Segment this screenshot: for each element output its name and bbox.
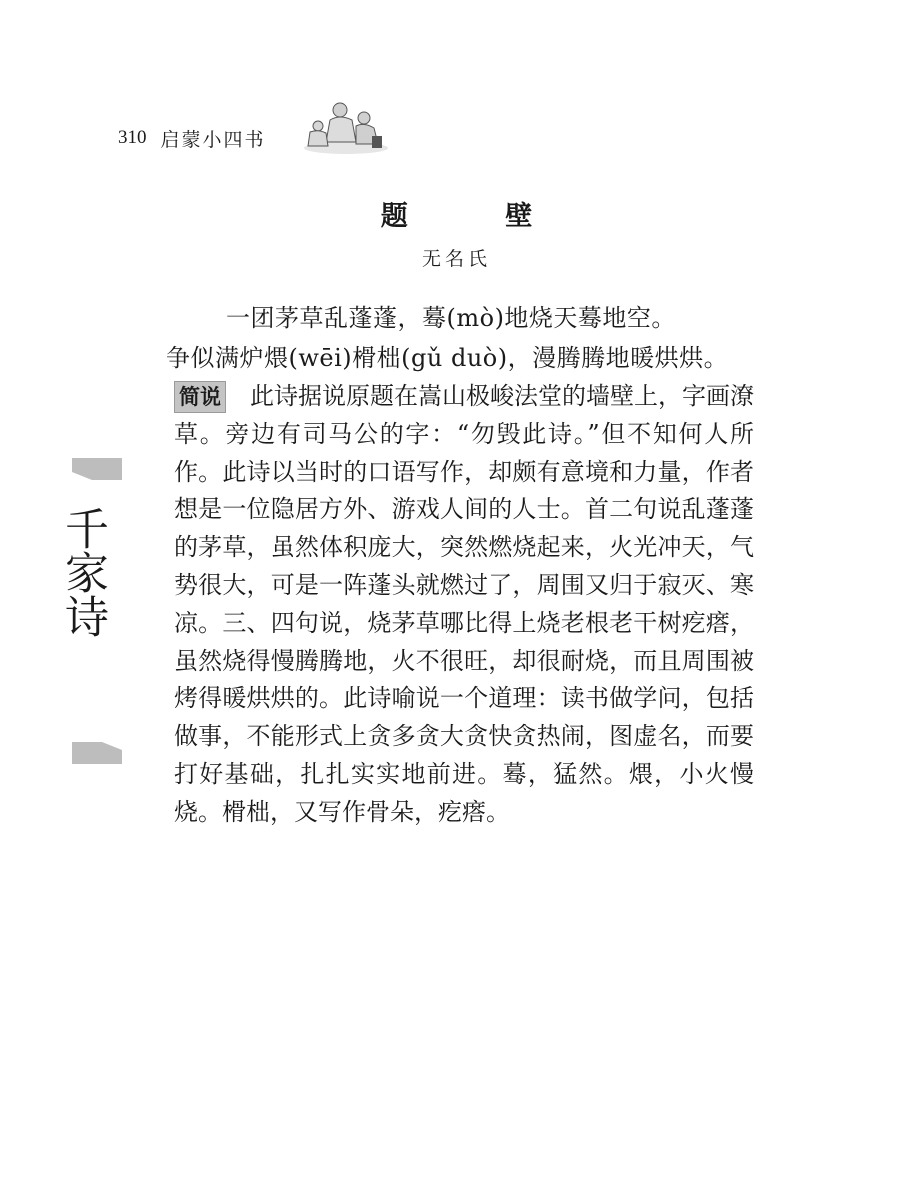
poem-line-2: 争似满炉煨(wēi)榾柮(gǔ duò)，漫腾腾地暖烘烘。 xyxy=(166,344,729,372)
explanation-text: 此诗据说原题在嵩山极峻法堂的墙壁上，字画潦草。旁边有司马公的字：“勿毁此诗。”但不知何人所作。此诗以当时的口语写作，却颇有意境和力量，作者想是一位隐居方外、游戏人间的人士。首二句说乱蓬蓬的茅草，虽然体积庞大，突然燃烧起来，火光冲天，气势很大，可是一阵蓬头就燃过了，周围又归于寂灭、寒凉。三、四句说，烧茅草哪比得上烧老根老干树疙瘩，虽然烧得慢腾腾地，火不很旺，却很耐烧，而且周围被烤得暖烘烘的。此诗喻说一个道理：读书做学问，包括做事，不能形式上贪多贪大贪快贪热闹，图虚名，而要打好基础，扎扎实实地前进。蓦，猛然。煨，小火慢烧。榾柮，又写作骨朵，疙瘩。 xyxy=(174,382,754,826)
side-bracket-top xyxy=(72,458,122,480)
side-section-tab xyxy=(57,458,124,770)
header-illustration xyxy=(300,98,392,156)
explanation-tag: 简说 xyxy=(174,381,226,413)
page-header xyxy=(118,118,266,158)
book-title: 启蒙小四书 xyxy=(160,128,266,151)
side-label: 千家诗 xyxy=(57,506,108,638)
explanation-paragraph xyxy=(174,378,754,832)
side-bracket-bottom xyxy=(72,742,122,764)
poem-title: 题 壁 xyxy=(380,201,577,232)
poem-line-1: 一团茅草乱蓬蓬，蓦(mò)地烧天蓦地空。 xyxy=(226,304,676,332)
poem-author: 无名氏 xyxy=(421,248,491,270)
page-number: 310 xyxy=(118,127,147,148)
